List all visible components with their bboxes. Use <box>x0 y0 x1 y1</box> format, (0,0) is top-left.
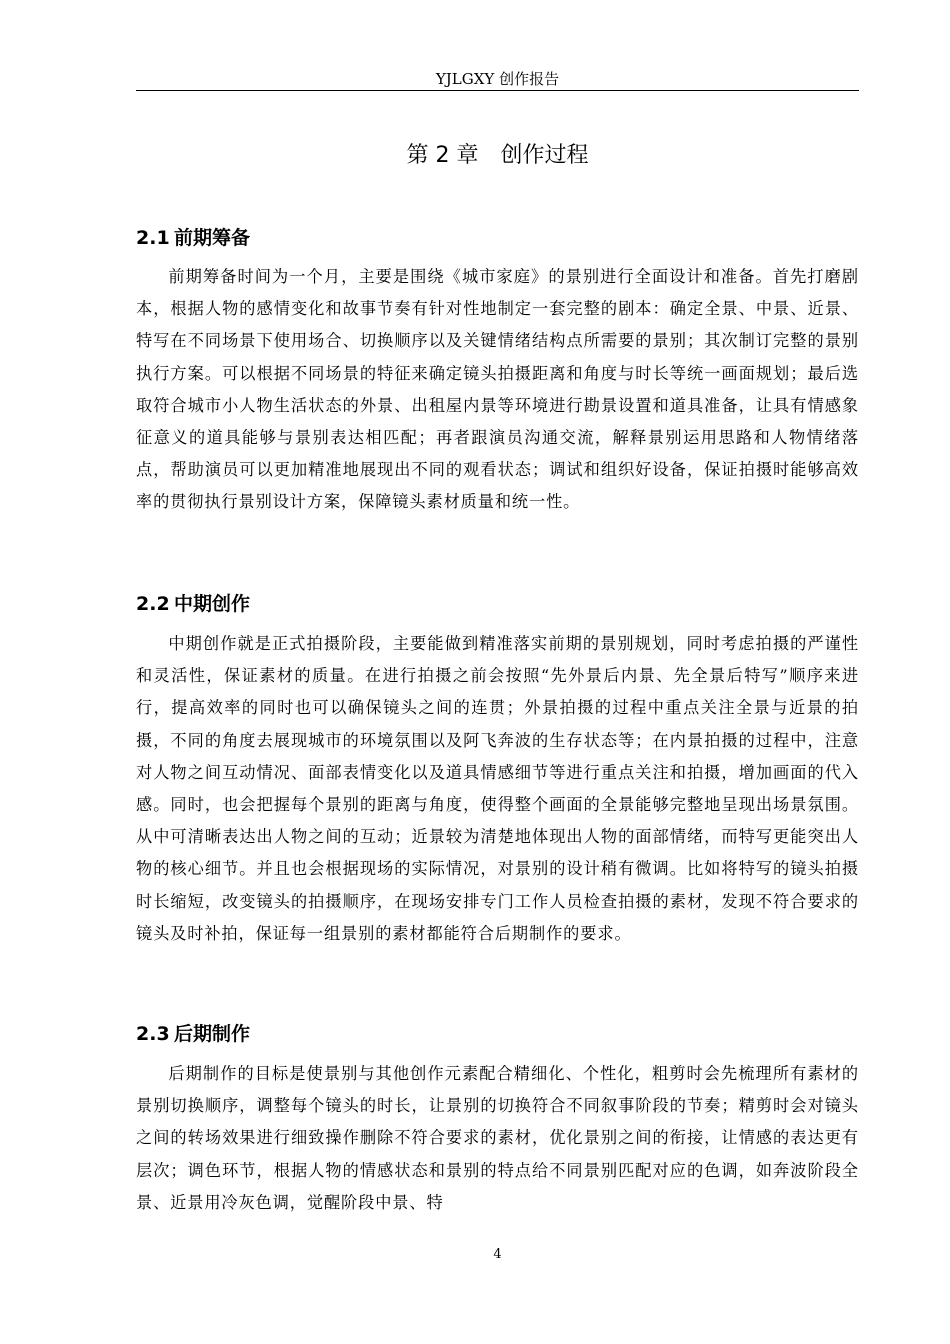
page-header: YJLGXY 创作报告 <box>435 70 560 88</box>
section-heading-2-3 <box>136 1019 859 1049</box>
section-paragraph-2-1: 前期筹备时间为一个月，主要是围绕《城市家庭》的景别进行全面设计和准备。首先打磨剧本，根据人物的感情变化和故事节奏有针对性地制定一套完整的剧本：确定全景、中景、近景、特写在不同场景下使用场合、切换顺序以及关键情绪结构点所需要的景别；其次制订完整的景别执行方案。可以根据不同场景的特征来确定镜头拍摄距离和角度与时长等统一画面规划；最后选取符合城市小人物生活状态的外景、出租屋内景等环境进行勘景设置和道具准备，让具有情感象征意义的道具能够与景别表达相匹配；再者跟演员沟通交流，解释景别运用思路和人物情绪落点，帮助演员可以更加精准地展现出不同的观看状态；调试和组织好设备，保证拍摄时能够高效率的贯彻执行景别设计方案，保障镜头素材质量和统一性。 <box>136 267 859 512</box>
section-number: 2.2 <box>136 593 170 615</box>
section-paragraph-2-3: 后期制作的目标是使景别与其他创作元素配合精细化、个性化，粗剪时会先梳理所有素材的景别切换顺序，调整每个镜头的时长，让景别的切换符合不同叙事阶段的节奏；精剪时会对镜头之间的转场效果进行细致操作删除不符合要求的素材，优化景别之间的衔接，让情感的表达更有层次；调色环节，根据人物的情感状态和景别的特点给不同景别匹配对应的色调，如奔波阶段全景、近景用冷灰色调，觉醒阶段中景、特 <box>136 1064 859 1212</box>
section-number: 2.1 <box>136 227 170 249</box>
page-number: 4 <box>493 1247 502 1262</box>
section-heading-2-1 <box>136 223 859 253</box>
section-title: 后期制作 <box>174 1023 251 1045</box>
section-number: 2.3 <box>136 1023 170 1045</box>
section-paragraph-2-2: 中期创作就是正式拍摄阶段，主要能做到精准落实前期的景别规划，同时考虑拍摄的严谨性和灵活性，保证素材的质量。在进行拍摄之前会按照“先外景后内景、先全景后特写”顺序来进行，提高效率的同时也可以确保镜头之间的连贯；外景拍摄的过程中重点关注全景与近景的拍摄，不同的角度去展现城市的环境氛围以及阿飞奔波的生存状态等；在内景拍摄的过程中，注意对人物之间互动情况、面部表情变化以及道具情感细节等进行重点关注和拍摄，增加画面的代入感。同时，也会把握每个景别的距离与角度，使得整个画面的全景能够完整地呈现出场景氛围。从中可清晰表达出人物之间的互动；近景较为清楚地体现出人物的面部情绪，而特写更能突出人物的核心细节。并且也会根据现场的实际情况，对景别的设计稍有微调。比如将特写的镜头拍摄时长缩短，改变镜头的拍摄顺序，在现场安排专门工作人员检查拍摄的素材，发现不符合要求的镜头及时补拍，保证每一组景别的素材都能符合后期制作的要求。 <box>136 634 859 943</box>
section-heading-2-2 <box>136 589 859 619</box>
section-title: 前期筹备 <box>174 227 251 249</box>
header-rule <box>136 90 859 91</box>
chapter-title: 第 2 章 创作过程 <box>406 143 589 168</box>
section-title: 中期创作 <box>174 593 251 615</box>
